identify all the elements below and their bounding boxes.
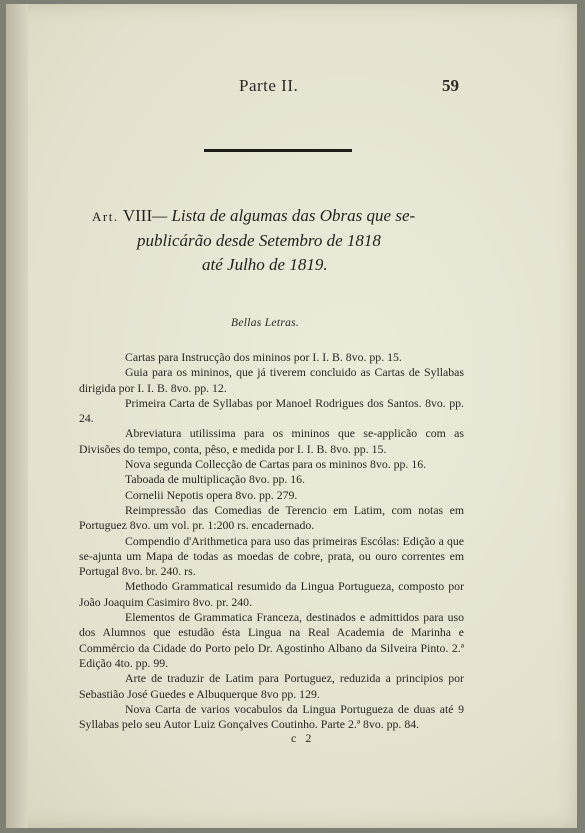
list-item: Primeira Carta de Syllabas por Manoel Rodrigues dos Santos. 8vo. pp. 24. bbox=[79, 395, 464, 426]
article-title bbox=[92, 204, 482, 277]
list-item: Compendio d'Arithmetica para uso das primeiras Escólas: Edição a que se-ajunta um Mapa de todas as moedas de cobre, prata, ou ouro correntes em Portugal 8vo. br. 240. rs. bbox=[79, 533, 464, 579]
book-page bbox=[6, 4, 577, 828]
signature-mark: c 2 bbox=[291, 731, 315, 745]
list-item: Reimpressão das Comedias de Terencio em Latim, com notas em Portuguez 8vo. um vol. pr. 1:200 rs. encadernado. bbox=[79, 502, 464, 533]
list-item: Elementos de Grammatica Franceza, destinados e admittidos para uso dos Alumnos que estudão ésta Lingua na Real Academia de Marinha e Commércio da Cidade do Porto pelo Dr. Agostinho Albano da Silveira Pinto. 2.ª Edição 4to. pp. 99. bbox=[79, 610, 464, 670]
list-item: Cartas para Instrucção dos mininos por I. I. B. 8vo. pp. 15. bbox=[125, 350, 402, 364]
list-item: Arte de traduzir de Latim para Portuguez, reduzida a principios por Sebastião José Guedes e Albuquerque 8vo pp. 129. bbox=[79, 671, 464, 701]
section-heading: Bellas Letras. bbox=[231, 317, 300, 329]
entry-list bbox=[79, 350, 464, 732]
title-text-1: — Lista de algumas das Obras que se- bbox=[152, 206, 416, 225]
title-line-1 bbox=[92, 204, 482, 229]
page-header bbox=[6, 76, 577, 100]
list-item: Cornelii Nepotis opera 8vo. pp. 279. bbox=[125, 487, 298, 502]
title-line-3: até Julho de 1819. bbox=[202, 255, 328, 274]
page-gutter bbox=[6, 4, 28, 828]
title-line-2: publicárão desde Setembro de 1818 bbox=[137, 231, 381, 250]
header-rule bbox=[204, 149, 352, 152]
list-item: Nova segunda Collecção de Cartas para os mininos 8vo. pp. 16. bbox=[125, 457, 427, 472]
running-head: Parte II. bbox=[239, 76, 299, 95]
article-label: Art. bbox=[92, 209, 119, 224]
list-item: Guia para os mininos, que já tiverem concluido as Cartas de Syllabas dirigida por I. I. B. 8vo. pp. 12. bbox=[79, 365, 464, 395]
list-item: Methodo Grammatical resumido da Lingua Portugueza, composto por João Joaquim Casimiro 8vo. pr. 240. bbox=[79, 579, 464, 609]
page-number: 59 bbox=[442, 76, 459, 95]
article-number: VIII bbox=[122, 206, 153, 225]
list-item: Abreviatura utilissima para os mininos que se-applicão com as Divisões do tempo, conta, pêso, e medida por I. I. B. 8vo. pp. 15. bbox=[79, 426, 464, 456]
list-item: Nova Carta de varios vocabulos da Lingua Portugueza de duas até 9 Syllabas pelo seu Autor Luiz Gonçalves Coutinho. Parte 2.ª 8vo. pp. 84. bbox=[79, 701, 464, 732]
list-item: Taboada de multiplicação 8vo. pp. 16. bbox=[125, 472, 306, 487]
